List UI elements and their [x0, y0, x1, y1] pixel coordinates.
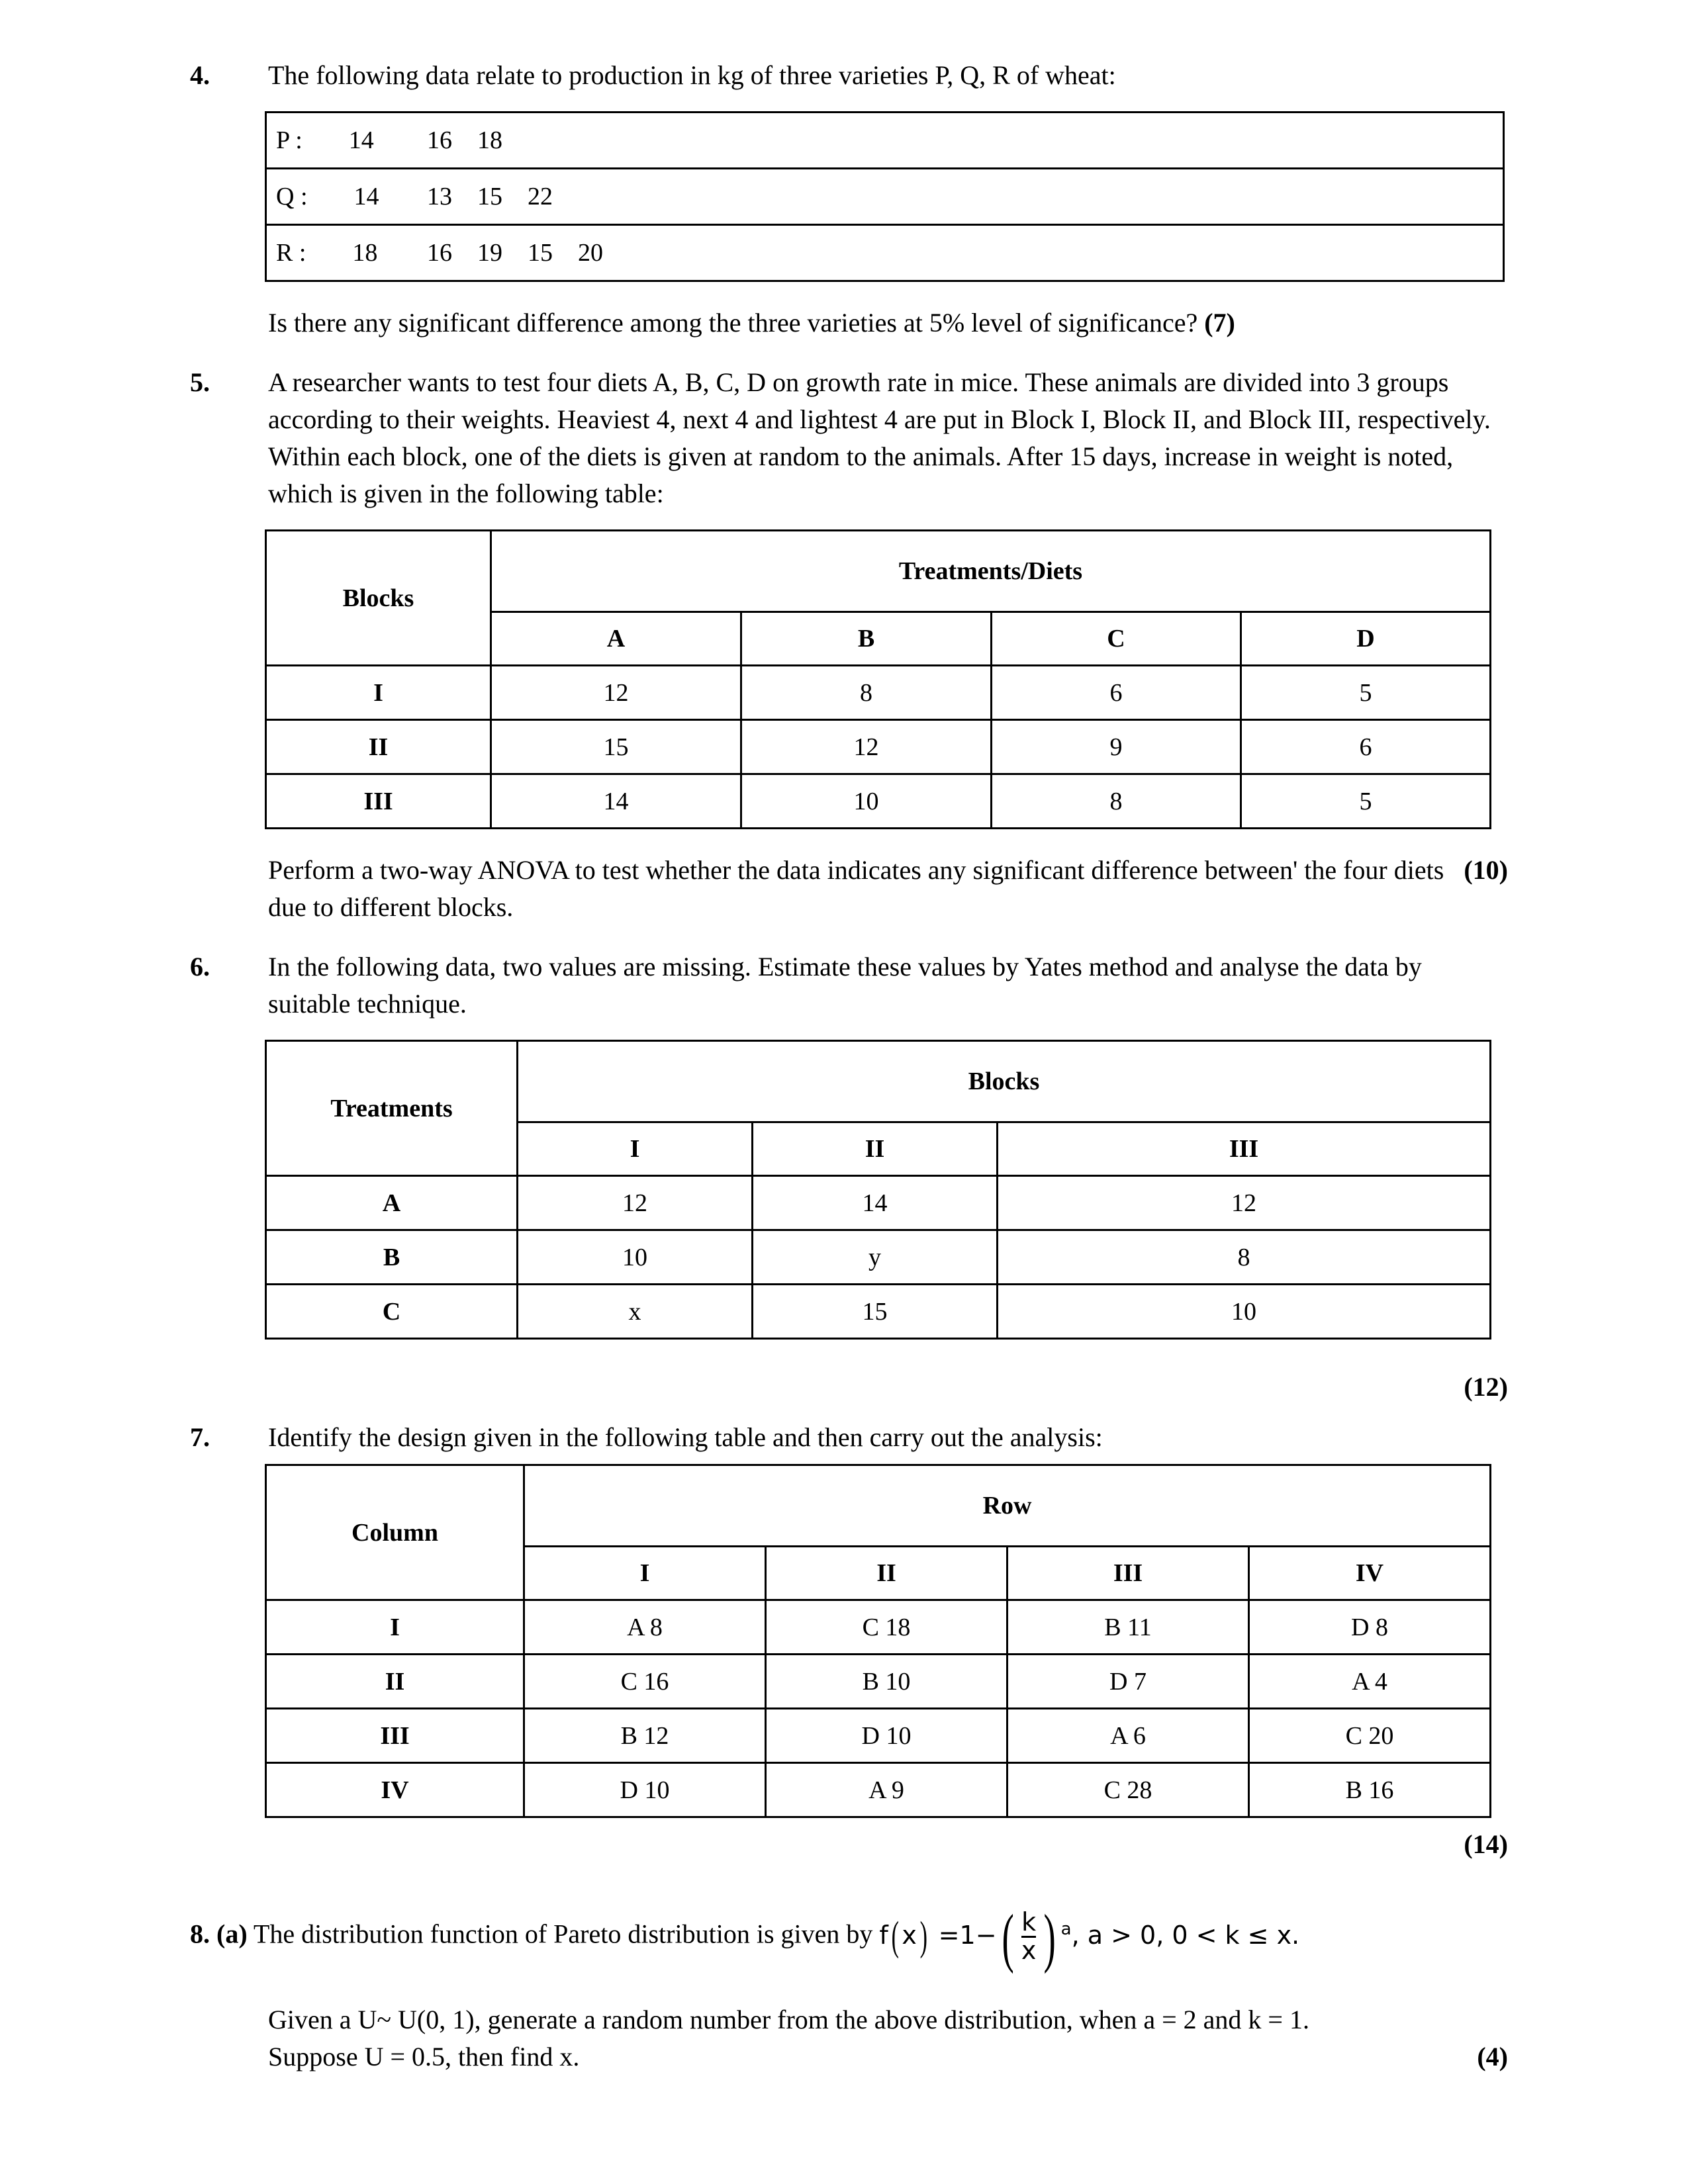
question-4-followup	[268, 304, 1508, 341]
q4-row-q	[266, 169, 1504, 225]
formula-exponent: a	[1060, 1919, 1072, 1940]
q7-corner-header: Column	[266, 1465, 524, 1600]
pareto-formula	[879, 1901, 1300, 1975]
q7-cell-4-1: D 10	[524, 1763, 766, 1817]
q7-cell-2-3: D 7	[1008, 1655, 1249, 1709]
q5-row-label-3: III	[266, 774, 491, 829]
q6-row-label-b: B	[266, 1230, 518, 1285]
question-6-number: 6.	[190, 952, 210, 981]
table-row	[266, 774, 1491, 829]
table-row	[266, 225, 1504, 281]
table-row	[266, 1176, 1491, 1230]
question-5-followup-text: Perform a two-way ANOVA to test whether the data indicates any significant difference between' the four diets due to different blocks.	[268, 855, 1444, 922]
q6-cell-c-1: x	[518, 1285, 753, 1339]
q6-cell-a-3: 12	[998, 1176, 1491, 1230]
formula-paren-close: )	[1043, 1901, 1056, 1975]
q6-corner-header: Treatments	[266, 1041, 518, 1176]
table-row	[266, 720, 1491, 774]
question-4-data-table	[265, 111, 1505, 282]
table-row	[266, 169, 1504, 225]
q5-row-label-1: I	[266, 666, 491, 720]
q5-cell-2-4: 6	[1241, 720, 1491, 774]
q4-row-q-values: 14 13 15 22	[353, 183, 553, 210]
q7-row-label-1: I	[266, 1600, 524, 1655]
q7-row-label-2: II	[266, 1655, 524, 1709]
formula-one: 1	[959, 1920, 976, 1950]
q5-col-header-c: C	[992, 612, 1241, 666]
table-row	[266, 1763, 1491, 1817]
q6-group-header: Blocks	[518, 1041, 1491, 1122]
question-8-number: 8. (a)	[190, 1919, 248, 1949]
q5-cell-2-1: 15	[491, 720, 741, 774]
q7-cell-2-2: B 10	[766, 1655, 1008, 1709]
q4-row-p-values: 14 16 18	[348, 126, 502, 154]
question-4-number: 4.	[190, 60, 210, 90]
q7-row-label-3: III	[266, 1709, 524, 1763]
question-8-prompt: The distribution function of Pareto distribution is given by	[253, 1919, 873, 1949]
q4-row-r-values: 18 16 19 15 20	[352, 239, 603, 267]
formula-paren-open: (	[1002, 1901, 1014, 1975]
question-4-marks: (7)	[1204, 308, 1235, 338]
table-header-row	[266, 1041, 1491, 1122]
formula-fraction	[1019, 1909, 1039, 1964]
table-header-row	[266, 1465, 1491, 1547]
q6-col-header-i: I	[518, 1122, 753, 1176]
q7-col-header-i: I	[524, 1547, 766, 1600]
q6-cell-b-2: y	[753, 1230, 998, 1285]
formula-arg-open: (	[891, 1914, 899, 1960]
q5-col-header-b: B	[741, 612, 992, 666]
q7-cell-4-3: C 28	[1008, 1763, 1249, 1817]
q6-col-header-ii: II	[753, 1122, 998, 1176]
table-row	[266, 1655, 1491, 1709]
table-row	[266, 1285, 1491, 1339]
q7-group-header: Row	[524, 1465, 1491, 1547]
q6-cell-b-3: 8	[998, 1230, 1491, 1285]
question-5-marks: (10)	[1464, 855, 1508, 885]
table-row	[266, 1709, 1491, 1763]
q6-cell-a-2: 14	[753, 1176, 998, 1230]
question-8-part2-line2: Suppose U = 0.5, then find x.	[268, 2041, 580, 2071]
question-5-number: 5.	[190, 367, 210, 397]
question-8-marks: (4)	[1477, 2041, 1508, 2071]
q5-row-label-2: II	[266, 720, 491, 774]
top-margin	[0, 0, 1688, 57]
question-5-followup	[268, 852, 1508, 926]
q5-cell-1-4: 5	[1241, 666, 1491, 720]
q5-cell-1-2: 8	[741, 666, 992, 720]
q5-cell-3-4: 5	[1241, 774, 1491, 829]
question-8	[190, 1901, 1508, 1975]
table-row	[266, 113, 1504, 169]
q5-cell-3-3: 8	[992, 774, 1241, 829]
question-7-prompt: Identify the design given in the following table and then carry out the analysis:	[268, 1422, 1103, 1452]
formula-numerator: k	[1021, 1907, 1037, 1936]
question-7-number: 7.	[190, 1422, 210, 1452]
q7-row-label-4: IV	[266, 1763, 524, 1817]
q7-cell-1-4: D 8	[1249, 1600, 1491, 1655]
q7-cell-2-4: A 4	[1249, 1655, 1491, 1709]
question-5	[0, 364, 1688, 512]
q5-col-header-a: A	[491, 612, 741, 666]
q5-group-header: Treatments/Diets	[491, 531, 1491, 612]
q7-cell-1-1: A 8	[524, 1600, 766, 1655]
table-row	[266, 1600, 1491, 1655]
question-7-marks: (14)	[1464, 1829, 1508, 1859]
q5-cell-1-1: 12	[491, 666, 741, 720]
formula-arg: x	[902, 1920, 917, 1950]
q6-row-label-a: A	[266, 1176, 518, 1230]
question-4-followup-text: Is there any significant difference among the three varieties at 5% level of significance?	[268, 308, 1198, 338]
question-6-marks: (12)	[1464, 1372, 1508, 1402]
q7-cell-3-1: B 12	[524, 1709, 766, 1763]
q5-cell-3-2: 10	[741, 774, 992, 829]
q5-cell-2-3: 9	[992, 720, 1241, 774]
question-6	[0, 948, 1688, 1023]
q6-row-label-c: C	[266, 1285, 518, 1339]
formula-conditions: , a > 0, 0 < k ≤ x.	[1071, 1920, 1300, 1950]
question-8-part2	[268, 2001, 1508, 2075]
question-4	[0, 57, 1688, 94]
q4-row-r-label: R :	[276, 239, 306, 267]
q7-cell-1-3: B 11	[1008, 1600, 1249, 1655]
q7-cell-3-4: C 20	[1249, 1709, 1491, 1763]
q6-col-header-iii: III	[998, 1122, 1491, 1176]
q6-cell-c-2: 15	[753, 1285, 998, 1339]
q4-row-r	[266, 225, 1504, 281]
q7-cell-2-1: C 16	[524, 1655, 766, 1709]
q5-cell-2-2: 12	[741, 720, 992, 774]
formula-denominator: x	[1021, 1935, 1037, 1965]
q7-col-header-iii: III	[1008, 1547, 1249, 1600]
q5-col-header-d: D	[1241, 612, 1491, 666]
question-5-prompt: A researcher wants to test four diets A, B, C, D on growth rate in mice. These animals are divided into 3 groups according to their weights. Heaviest 4, next 4 and lightest 4 are put in Block I, Block II, and Block III, respectively. Within each block, one of the diets is given at random to the animals. After 15 days, increase in weight is noted, which is given in the following table:	[268, 367, 1491, 508]
q7-cell-4-2: A 9	[766, 1763, 1008, 1817]
q4-row-q-label: Q :	[276, 183, 308, 210]
q7-cell-4-4: B 16	[1249, 1763, 1491, 1817]
q6-cell-c-3: 10	[998, 1285, 1491, 1339]
question-5-data-table	[265, 529, 1491, 829]
q7-cell-3-2: D 10	[766, 1709, 1008, 1763]
formula-equals: =	[938, 1920, 960, 1950]
table-row	[266, 1230, 1491, 1285]
formula-arg-close: )	[919, 1914, 927, 1960]
question-7-data-table	[265, 1464, 1491, 1818]
table-header-row	[266, 531, 1491, 612]
question-8-part2-line1: Given a U~ U(0, 1), generate a random number from the above distribution, when a = 2 and k = 1.	[268, 2004, 1309, 2034]
q5-cell-1-3: 6	[992, 666, 1241, 720]
formula-minus: −	[975, 1920, 997, 1950]
q7-col-header-ii: II	[766, 1547, 1008, 1600]
q7-cell-1-2: C 18	[766, 1600, 1008, 1655]
question-4-prompt: The following data relate to production in kg of three varieties P, Q, R of wheat:	[268, 60, 1116, 90]
q4-row-p	[266, 113, 1504, 169]
q6-cell-b-1: 10	[518, 1230, 753, 1285]
q5-cell-3-1: 14	[491, 774, 741, 829]
question-6-data-table	[265, 1040, 1491, 1340]
q7-cell-3-3: A 6	[1008, 1709, 1249, 1763]
q4-row-p-label: P :	[276, 126, 303, 154]
question-6-prompt: In the following data, two values are missing. Estimate these values by Yates method and analyse the data by suitable technique.	[268, 952, 1422, 1019]
question-7	[0, 1419, 1688, 1456]
question-8-part2-line2-wrap	[268, 2038, 1508, 2075]
table-row	[266, 666, 1491, 720]
q6-cell-a-1: 12	[518, 1176, 753, 1230]
q7-col-header-iv: IV	[1249, 1547, 1491, 1600]
formula-lhs: f	[879, 1920, 888, 1950]
q5-corner-header: Blocks	[266, 531, 491, 666]
